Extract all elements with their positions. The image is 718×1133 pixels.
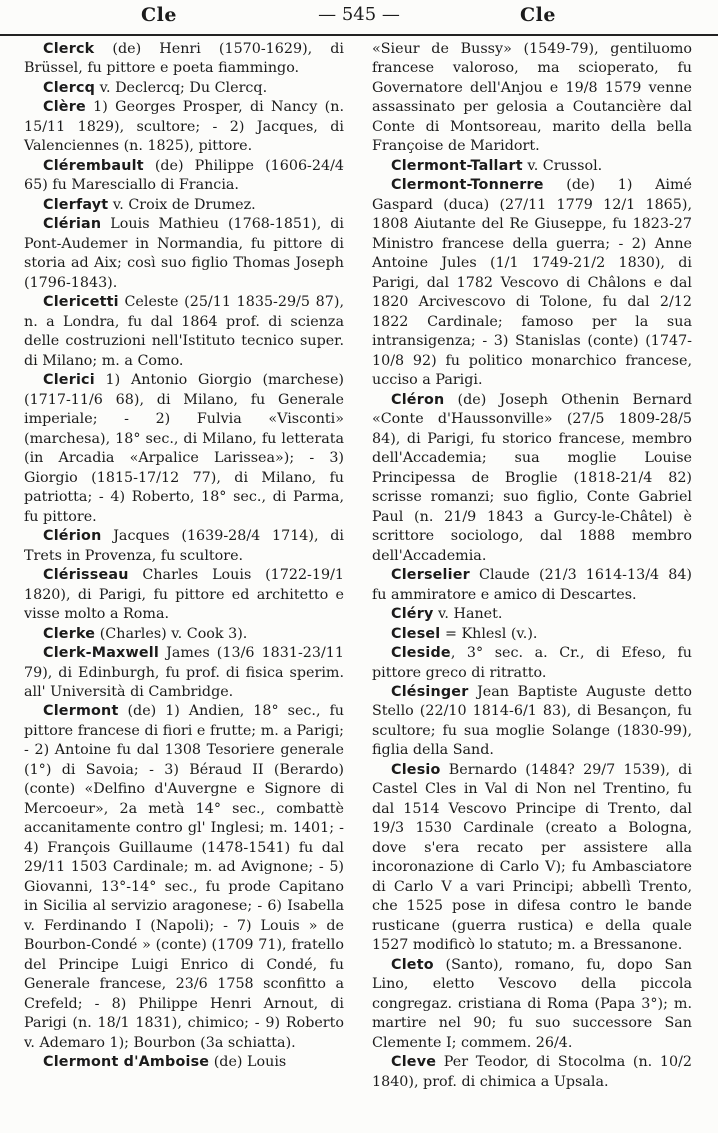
- dictionary-entry: [24, 215, 344, 293]
- entry-text: (de) Henri (1570-1629), di Brüssel, fu pittore e poeta fiammingo.: [24, 41, 344, 77]
- entry-headword: Clermont d'Amboise: [43, 1054, 210, 1071]
- dictionary-entry: [24, 1053, 344, 1072]
- dictionary-entry: [372, 644, 692, 683]
- dictionary-entry: [24, 157, 344, 196]
- entry-headword: Cléron: [391, 391, 445, 408]
- entry-headword: Clercq: [43, 79, 96, 96]
- dictionary-entry: [24, 625, 344, 644]
- entry-headword: Clérion: [43, 528, 102, 545]
- dictionary-entry: [372, 761, 692, 956]
- entry-headword: Clérian: [43, 216, 102, 233]
- entry-text: (de) 1) Aimé Gaspard (duca) (27/11 1779 12/1 1865), 1808 Aiutante del Re Giuseppe, fu 1823-27 Ministro francese della guerra; - 2) Anne Antoine Jules (1/1 1749-21/2 1830), di Parigi, dal 1782 Vescovo di Châlons e dal 1820 Arcivescovo di Tolone, fu dal 2/12 1822 Cardinale; famoso per la sua intransigenza; - 3) Stanislas (conte) (1747-10/8 92) fu politico monarchico francese, ucciso a Parigi.: [372, 177, 692, 389]
- page-header: [0, 0, 718, 36]
- entry-text: (Charles) v. Cook 3).: [95, 625, 248, 642]
- dictionary-entry: [372, 683, 692, 761]
- entry-text: Claude (21/3 1614-13/4 84) fu ammiratore e amico di Descartes.: [372, 567, 692, 603]
- entry-text: (de) 1) Andien, 18° sec., fu pittore francese di fiori e frutte; m. a Parigi; - 2) Antoine fu dal 1308 Tesoriere generale (1°) di Savoia; - 3) Béraud II (Berardo) (conte) «Delfino d'Auvergne e Signore di Mercoeur», 2a metà 14° sec., combattè accanitamente contro gl' Inglesi; m. 1401; - 4) François Guillaume (1478-1541) fu dal 29/11 1503 Cardinale; m. ad Avignone; - 5) Giovanni, 13°-14° sec., fu prode Capitano in Sicilia al servizio aragonese; - 6) Isabella v. Ferdinando I (Napoli); - 7) Louis » de Bourbon-Condé » (conte) (1709 71), fratello del Principe Luigi Enrico di Condé, fu Generale francese, 23/6 1758 sconfitto a Crefeld; - 8) Philippe Henri Arnout, di Parigi (n. 18/1 1831), chimico; - 9) Roberto v. Ademaro 1); Bourbon (3a schiatta).: [24, 703, 344, 1051]
- entry-text: v. Declercq; Du Clercq.: [95, 79, 268, 96]
- dictionary-entry: [24, 40, 344, 79]
- entry-headword: Cléry: [391, 606, 434, 623]
- entry-headword: Clerici: [43, 372, 95, 389]
- entry-headword: Clerk-Maxwell: [43, 645, 159, 662]
- entry-text: = Khlesl (v.).: [440, 625, 538, 642]
- entry-headword: Clerck: [43, 41, 95, 57]
- entry-headword: Clérisseau: [43, 567, 129, 584]
- entry-text: , 3° sec. a. Cr., di Efeso, fu pittore greco di ritratto.: [372, 645, 692, 681]
- entry-text: (de) Philippe (1606-24/4 65) fu Maresciallo di Francia.: [24, 157, 344, 194]
- entry-text: v. Croix de Drumez.: [108, 196, 256, 213]
- entry-headword: Clérembault: [43, 157, 144, 174]
- entry-headword: Cleve: [391, 1054, 437, 1071]
- page-number: — 545 —: [318, 4, 400, 25]
- dictionary-entry: [24, 702, 344, 1053]
- entry-text: v. Hanet.: [433, 606, 503, 623]
- entry-text: (de) Louis: [209, 1054, 287, 1071]
- entry-text: Per Teodor, di Stocolma (n. 10/2 1840), prof. di chimica a Upsala.: [372, 1054, 692, 1090]
- entry-headword: Clerfayt: [43, 196, 109, 213]
- entry-headword: Clesel: [391, 625, 441, 642]
- dictionary-entry: [372, 956, 692, 1053]
- header-right-word: Cle: [520, 4, 556, 26]
- entry-headword: Clericetti: [43, 294, 119, 311]
- entry-text: (Santo), romano, fu, dopo San Lino, eletto Vescovo della piccola congregaz. cristiana di Roma (Papa 3°); m. martire nel 90; fu suo successore San Clemente I; commem. 26/4.: [372, 956, 692, 1051]
- dictionary-entry: [372, 605, 692, 624]
- dictionary-entry: [372, 176, 692, 390]
- entry-text: Celeste (25/11 1835-29/5 87), n. a Londra, fu dal 1864 prof. di scienza delle costruzioni nell'Istituto tecnico super. di Milano; m. a Como.: [24, 294, 344, 369]
- entry-headword: Clermont-Tallart: [391, 157, 523, 174]
- entry-headword: Clermont-Tonnerre: [391, 177, 544, 194]
- dictionary-entry: [24, 196, 344, 215]
- entry-text: Jacques (1639-28/4 1714), di Trets in Provenza, fu scultore.: [24, 528, 344, 564]
- entry-text: 1) Georges Prosper, di Nancy (n. 15/11 1829), scultore; - 2) Jacques, di Valenciennes (n. 1825), pittore.: [24, 99, 344, 155]
- dictionary-entry: [372, 625, 692, 644]
- entry-headword: Cleside: [391, 645, 451, 662]
- entry-headword: Clerselier: [391, 567, 470, 584]
- dictionary-entry: [372, 391, 692, 566]
- dictionary-entry: [24, 98, 344, 156]
- entry-text: «Sieur de Bussy» (1549-79), gentiluomo francese valoroso, ma scioperato, fu Governatore dell'Anjou e 19/8 1579 venne assassinato per gelosia a Coutancière dal Conte di Montsoreau, marito della bella Françoise de Maridort.: [372, 41, 692, 155]
- dictionary-entry: [24, 566, 344, 624]
- entry-text: James (13/6 1831-23/11 79), di Edinburgh, fu prof. di fisica sperim. all' Università di Cambridge.: [24, 645, 344, 700]
- dictionary-entry: [372, 1053, 692, 1092]
- entry-text: 1) Antonio Giorgio (marchese) (1717-11/6 68), di Milano, fu Generale imperiale; - 2) Fulvia «Visconti» (marchesa), 18° sec., di Milano, fu letterata (in Arcadia «Arpalice Larissea»); - 3) Giorgio (1815-17/12 77), di Milano, fu patriotta; - 4) Roberto, 18° sec., di Parma, fu pittore.: [24, 372, 344, 525]
- left-column: [24, 40, 344, 1073]
- entry-text: Bernardo (1484? 29/7 1539), di Castel Cles in Val di Non nel Trentino, fu dal 1514 Vescovo Principe di Trento, dal 19/3 1530 Cardinale (creato a Bologna, dove s'era recato per assistere alla incoronazione di Carlo V); fu Ambasciatore di Carlo V a vari Principi; abbellì Trento, che 1525 pose in difesa contro le bande rusticane (guerra rustica) e della quale 1527 modificò lo statuto; m. a Bressanone.: [372, 761, 692, 954]
- dictionary-entry: [24, 293, 344, 371]
- entry-headword: Clesio: [391, 761, 441, 778]
- entry-headword: Clésinger: [391, 683, 469, 700]
- entry-text: Jean Baptiste Auguste detto Stello (22/10 1814-6/1 83), di Besançon, fu scultore; fu sua moglie Solange (1830-99), figlia della Sand.: [372, 683, 692, 759]
- entry-text: Louis Mathieu (1768-1851), di Pont-Audemer in Normandia, fu pittore di storia ad Aix; così suo figlio Thomas Joseph (1796-1843).: [24, 216, 344, 291]
- dictionary-entry: [24, 79, 344, 98]
- dictionary-entry: [24, 527, 344, 566]
- dictionary-entry: [372, 40, 692, 157]
- right-column: [372, 40, 692, 1092]
- entry-headword: Cleto: [391, 956, 434, 973]
- dictionary-entry: [24, 371, 344, 527]
- entry-text: Charles Louis (1722-19/1 1820), di Parigi, fu pittore ed architetto e visse molto a Roma.: [24, 567, 344, 623]
- entry-text: v. Crussol.: [522, 157, 603, 174]
- header-left-word: Cle: [141, 4, 177, 26]
- entry-headword: Clère: [43, 99, 86, 116]
- dictionary-entry: [372, 566, 692, 605]
- dictionary-entry: [372, 157, 692, 176]
- entry-headword: Clerke: [43, 625, 96, 642]
- entry-headword: Clermont: [43, 703, 119, 720]
- dictionary-entry: [24, 644, 344, 702]
- entry-text: (de) Joseph Othenin Bernard «Conte d'Haussonville» (27/5 1809-28/5 84), di Parigi, fu storico francese, membro dell'Accademia; sua moglie Louise Principessa de Broglie (1818-21/4 82) scrisse romanzi; suo figlio, Conte Gabriel Paul (n. 21/9 1843 a Gurcy-le-Châtel) è scrittore sociologo, dal 1888 membro dell'Accademia.: [372, 391, 692, 564]
